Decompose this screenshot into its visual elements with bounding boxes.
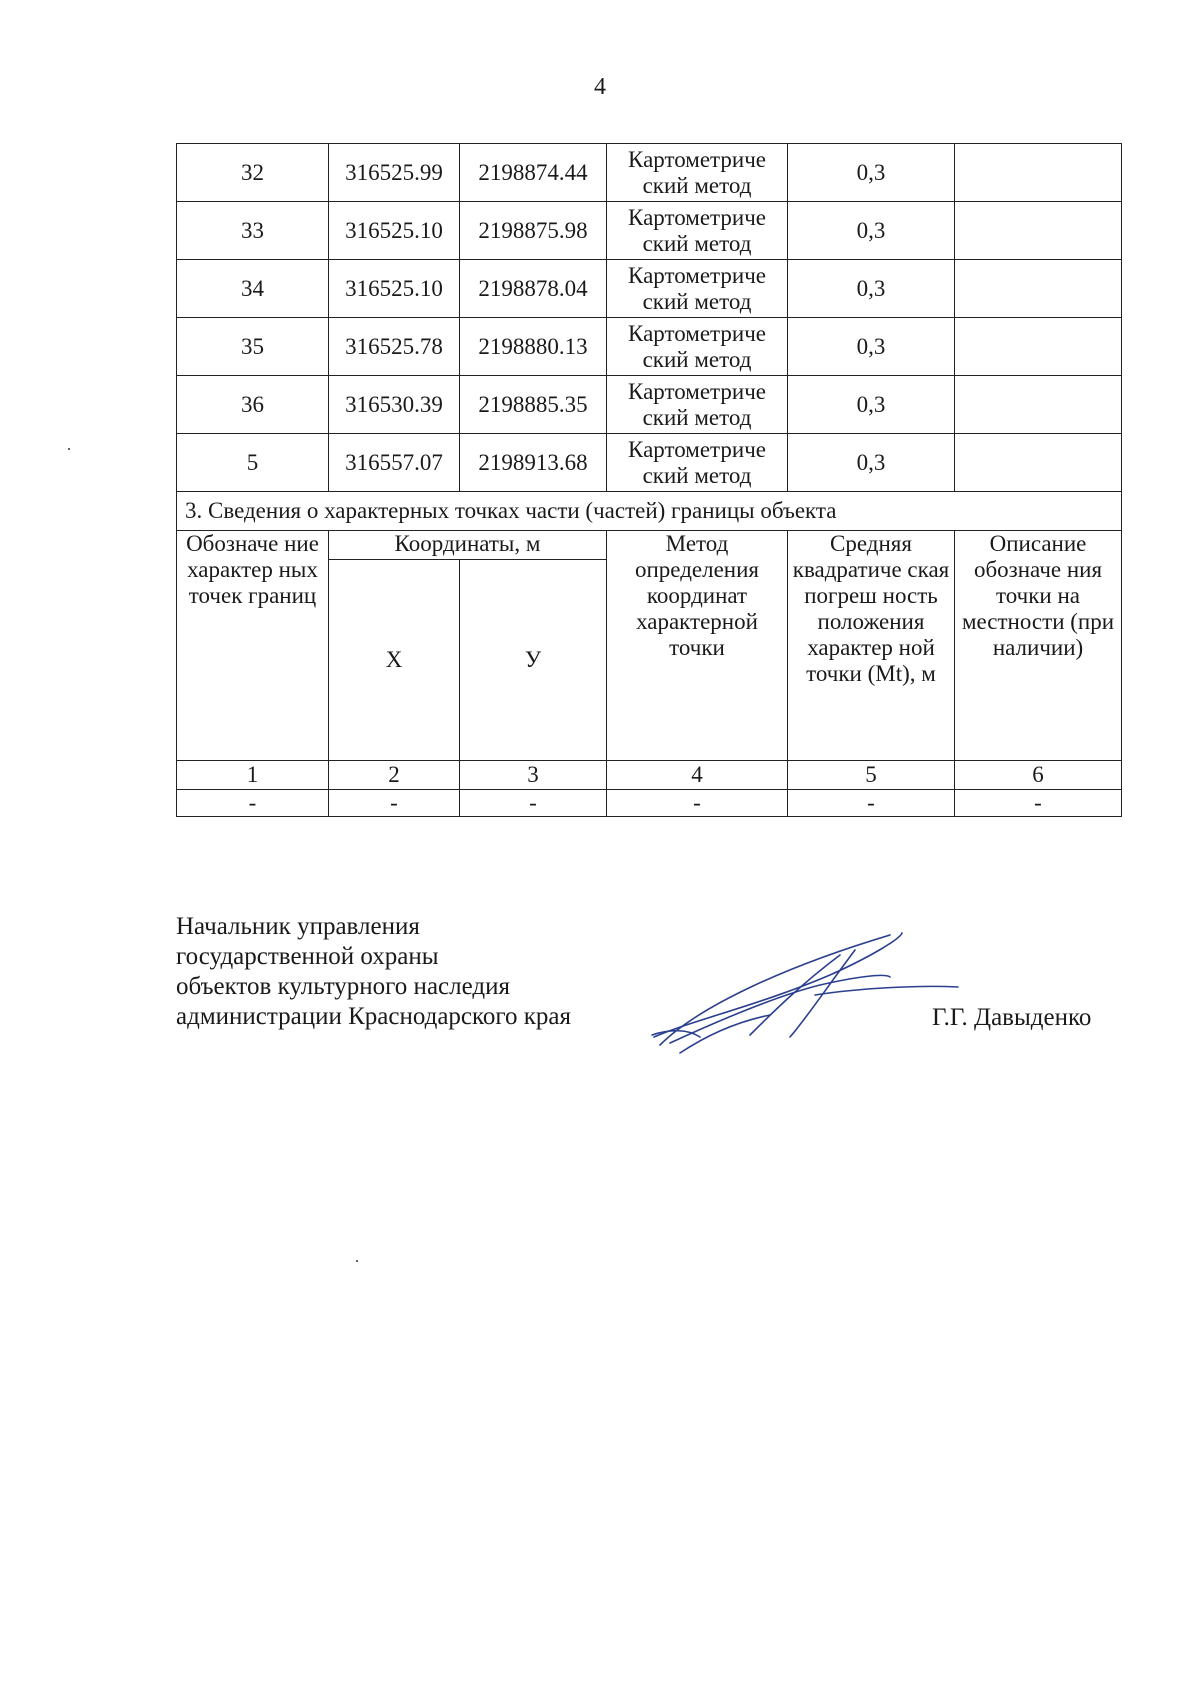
empty-cell: - xyxy=(607,790,788,817)
x-header: Х xyxy=(329,560,460,761)
column-numbers-row xyxy=(177,761,1122,790)
x-cell: 316525.78 xyxy=(329,318,460,376)
signer-name: Г.Г. Давыденко xyxy=(932,1004,1092,1031)
x-cell: 316530.39 xyxy=(329,376,460,434)
point-cell: 35 xyxy=(177,318,329,376)
y-cell: 2198875.98 xyxy=(460,202,607,260)
method-cell: Картометриче ский метод xyxy=(607,434,788,492)
section-3-title: 3. Сведения о характерных точках части (частей) границы объекта xyxy=(177,492,1122,531)
empty-cell: - xyxy=(329,790,460,817)
column-number: 3 xyxy=(460,761,607,790)
point-header xyxy=(177,531,329,761)
handwritten-signature xyxy=(640,925,960,1065)
signatory-position xyxy=(176,912,571,1032)
description-cell xyxy=(955,434,1122,492)
error-cell: 0,3 xyxy=(788,318,955,376)
section-title-row xyxy=(177,492,1122,531)
error-cell: 0,3 xyxy=(788,434,955,492)
x-cell: 316525.10 xyxy=(329,260,460,318)
y-cell: 2198874.44 xyxy=(460,144,607,202)
y-cell: 2198880.13 xyxy=(460,318,607,376)
scan-speck xyxy=(356,1260,358,1262)
scan-speck xyxy=(68,448,70,450)
empty-cell: - xyxy=(460,790,607,817)
position-line: Начальник управления xyxy=(176,913,420,940)
y-cell: 2198913.68 xyxy=(460,434,607,492)
column-number: 1 xyxy=(177,761,329,790)
column-number: 2 xyxy=(329,761,460,790)
column-number: 4 xyxy=(607,761,788,790)
description-cell xyxy=(955,318,1122,376)
point-header-text: Обозначе ние характер ных точек границ xyxy=(186,531,319,608)
empty-cell: - xyxy=(177,790,329,817)
boundary-points-table xyxy=(176,143,1122,817)
method-cell: Картометриче ский метод xyxy=(607,318,788,376)
point-cell: 32 xyxy=(177,144,329,202)
column-number: 5 xyxy=(788,761,955,790)
method-cell: Картометриче ский метод xyxy=(607,144,788,202)
x-cell: 316525.99 xyxy=(329,144,460,202)
position-line: объектов культурного наследия xyxy=(176,973,510,1000)
x-cell: 316525.10 xyxy=(329,202,460,260)
header-row xyxy=(177,531,1122,560)
description-header-text: Описание обозначе ния точки на местности (при наличии) xyxy=(961,531,1115,660)
error-header-text: Средняя квадратиче ская погреш ность положения характер ной точки (Mt), м xyxy=(792,531,950,686)
table-row xyxy=(177,260,1122,318)
empty-data-row xyxy=(177,790,1122,817)
error-cell: 0,3 xyxy=(788,260,955,318)
error-cell: 0,3 xyxy=(788,376,955,434)
coordinates-header: Координаты, м xyxy=(329,531,607,560)
position-line: государственной охраны xyxy=(176,943,439,970)
table-row xyxy=(177,144,1122,202)
point-cell: 5 xyxy=(177,434,329,492)
method-cell: Картометриче ский метод xyxy=(607,260,788,318)
error-header xyxy=(788,531,955,761)
page-number: 4 xyxy=(594,74,606,100)
table-row xyxy=(177,202,1122,260)
description-header xyxy=(955,531,1122,761)
point-cell: 33 xyxy=(177,202,329,260)
y-header: У xyxy=(460,560,607,761)
x-cell: 316557.07 xyxy=(329,434,460,492)
table-row xyxy=(177,376,1122,434)
empty-cell: - xyxy=(788,790,955,817)
error-cell: 0,3 xyxy=(788,202,955,260)
y-cell: 2198878.04 xyxy=(460,260,607,318)
y-cell: 2198885.35 xyxy=(460,376,607,434)
column-number: 6 xyxy=(955,761,1122,790)
table-row xyxy=(177,318,1122,376)
point-cell: 34 xyxy=(177,260,329,318)
description-cell xyxy=(955,144,1122,202)
error-cell: 0,3 xyxy=(788,144,955,202)
table-row xyxy=(177,434,1122,492)
position-line: администрации Краснодарского края xyxy=(176,1003,572,1030)
method-header xyxy=(607,531,788,761)
description-cell xyxy=(955,260,1122,318)
method-cell: Картометриче ский метод xyxy=(607,376,788,434)
description-cell xyxy=(955,376,1122,434)
method-cell: Картометриче ский метод xyxy=(607,202,788,260)
method-header-text: Метод определения координат характерной точки xyxy=(634,531,759,660)
empty-cell: - xyxy=(955,790,1122,817)
description-cell xyxy=(955,202,1122,260)
point-cell: 36 xyxy=(177,376,329,434)
